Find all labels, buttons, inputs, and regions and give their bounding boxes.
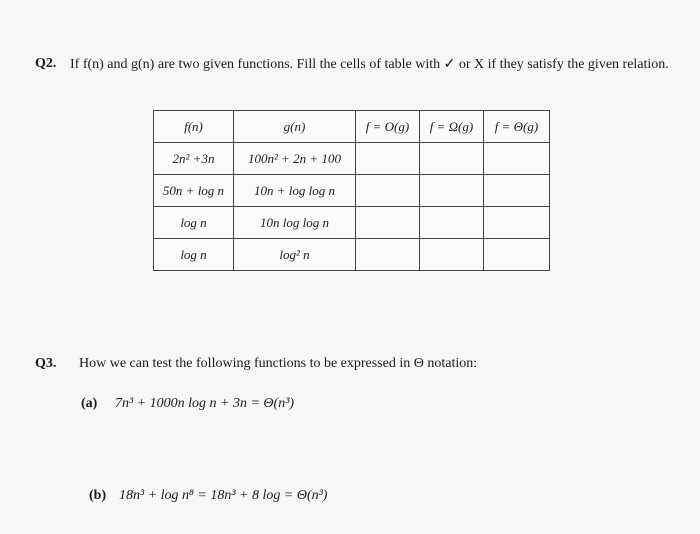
question-3-label: Q3.: [35, 356, 57, 371]
table-header-row: [154, 111, 550, 143]
cell-big-omega[interactable]: [420, 143, 484, 175]
cell-gn: 10n + log log n: [234, 175, 356, 207]
header-gn: g(n): [234, 111, 356, 143]
header-big-o: f = O(g): [356, 111, 420, 143]
table-row: [154, 239, 550, 271]
relation-table: [153, 110, 550, 271]
cell-gn: 10n log log n: [234, 207, 356, 239]
cell-fn: log n: [154, 239, 234, 271]
cell-gn: log² n: [234, 239, 356, 271]
cell-big-o[interactable]: [356, 239, 420, 271]
question-2-label: Q2.: [35, 56, 57, 71]
cell-big-theta[interactable]: [484, 175, 550, 207]
cell-big-o[interactable]: [356, 143, 420, 175]
question-2-text: If f(n) and g(n) are two given functions. Fill the cells of table with ✓ or X if they satisfy the given relation.: [70, 57, 669, 72]
cell-fn: 50n + log n: [154, 175, 234, 207]
header-fn: f(n): [154, 111, 234, 143]
cell-big-theta[interactable]: [484, 239, 550, 271]
question-3-text: How we can test the following functions to be expressed in Θ notation:: [79, 356, 478, 371]
cell-gn: 100n² + 2n + 100: [234, 143, 356, 175]
cell-fn: 2n² +3n: [154, 143, 234, 175]
cell-big-omega[interactable]: [420, 175, 484, 207]
cell-big-o[interactable]: [356, 175, 420, 207]
cell-fn: log n: [154, 207, 234, 239]
table-row: [154, 175, 550, 207]
header-big-omega: f = Ω(g): [420, 111, 484, 143]
header-big-theta: f = Θ(g): [484, 111, 550, 143]
part-a-label: (a): [81, 396, 98, 411]
cell-big-omega[interactable]: [420, 207, 484, 239]
cell-big-omega[interactable]: [420, 239, 484, 271]
cell-big-o[interactable]: [356, 207, 420, 239]
part-a-expression: 7n³ + 1000n log n + 3n = Θ(n³): [115, 396, 295, 411]
table-row: [154, 207, 550, 239]
table-row: [154, 143, 550, 175]
part-b-expression: 18n³ + log n⁸ = 18n³ + 8 log = Θ(n³): [119, 488, 328, 503]
cell-big-theta[interactable]: [484, 207, 550, 239]
cell-big-theta[interactable]: [484, 143, 550, 175]
part-b-label: (b): [89, 488, 107, 503]
